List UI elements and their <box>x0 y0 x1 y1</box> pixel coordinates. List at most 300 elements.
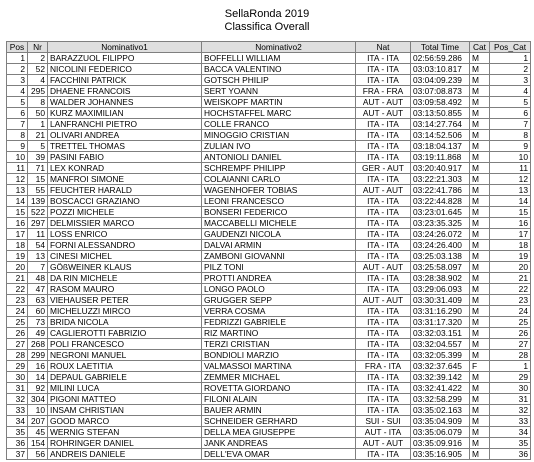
cell-nominativo2: ZEMMER MICHAEL <box>202 372 356 383</box>
table-row <box>7 163 531 174</box>
table-row <box>7 64 531 75</box>
cell-pos: 27 <box>7 339 28 350</box>
cell-nr: 4 <box>28 75 48 86</box>
cell-nat: FRA - FRA <box>356 86 411 97</box>
table-row <box>7 185 531 196</box>
cell-nominativo1: PASINI FABIO <box>48 152 202 163</box>
cell-pos: 25 <box>7 317 28 328</box>
cell-nominativo1: BOSCACCI GRAZIANO <box>48 196 202 207</box>
cell-pos: 4 <box>7 86 28 97</box>
cell-nat: ITA - ITA <box>356 306 411 317</box>
cell-pos: 31 <box>7 383 28 394</box>
table-row <box>7 372 531 383</box>
cell-cat: F <box>470 361 490 372</box>
cell-pos-cat: 29 <box>490 372 531 383</box>
column-header-nominativo1: Nominativo1 <box>48 42 202 53</box>
table-row <box>7 438 531 449</box>
cell-nominativo1: NICOLINI FEDERICO <box>48 64 202 75</box>
cell-cat: M <box>470 75 490 86</box>
cell-nr: 15 <box>28 174 48 185</box>
cell-cat: M <box>470 427 490 438</box>
cell-pos: 18 <box>7 240 28 251</box>
cell-total-time: 03:32:41.422 <box>411 383 470 394</box>
cell-pos-cat: 9 <box>490 141 531 152</box>
column-header-nominativo2: Nominativo2 <box>202 42 356 53</box>
cell-nominativo2: SERT YOANN <box>202 86 356 97</box>
cell-cat: M <box>470 119 490 130</box>
cell-pos-cat: 26 <box>490 328 531 339</box>
page-subtitle: Classifica Overall <box>224 21 310 33</box>
cell-cat: M <box>470 163 490 174</box>
cell-nr: 8 <box>28 97 48 108</box>
cell-pos-cat: 31 <box>490 394 531 405</box>
cell-cat: M <box>470 64 490 75</box>
column-header-nat: Nat <box>356 42 411 53</box>
cell-nr: 154 <box>28 438 48 449</box>
cell-nr: 207 <box>28 416 48 427</box>
cell-nominativo1: PIGONI MATTEO <box>48 394 202 405</box>
cell-nr: 14 <box>28 372 48 383</box>
cell-nat: ITA - ITA <box>356 130 411 141</box>
cell-nr: 56 <box>28 449 48 460</box>
cell-nominativo2: JANK ANDREAS <box>202 438 356 449</box>
column-header-nr: Nr <box>28 42 48 53</box>
cell-pos-cat: 13 <box>490 185 531 196</box>
cell-pos-cat: 16 <box>490 218 531 229</box>
cell-nr: 16 <box>28 361 48 372</box>
cell-nominativo2: SCHNEIDER GERHARD <box>202 416 356 427</box>
cell-nominativo2: WEISKOPF MARTIN <box>202 97 356 108</box>
cell-nat: ITA - ITA <box>356 328 411 339</box>
cell-pos: 35 <box>7 427 28 438</box>
cell-pos-cat: 4 <box>490 86 531 97</box>
cell-nominativo1: POZZI MICHELE <box>48 207 202 218</box>
cell-pos: 19 <box>7 251 28 262</box>
cell-nat: ITA - ITA <box>356 75 411 86</box>
cell-pos-cat: 2 <box>490 64 531 75</box>
cell-pos-cat: 21 <box>490 273 531 284</box>
cell-cat: M <box>470 284 490 295</box>
cell-cat: M <box>470 240 490 251</box>
cell-total-time: 02:56:59.286 <box>411 53 470 64</box>
cell-pos-cat: 10 <box>490 152 531 163</box>
cell-nominativo2: GAUDENZI NICOLA <box>202 229 356 240</box>
cell-cat: M <box>470 130 490 141</box>
table-row <box>7 383 531 394</box>
cell-total-time: 03:32:05.399 <box>411 350 470 361</box>
cell-nominativo2: DELLA MEA GIUSEPPE <box>202 427 356 438</box>
cell-nominativo2: PROTTI ANDREA <box>202 273 356 284</box>
cell-nr: 2 <box>28 53 48 64</box>
cell-nominativo2: WAGENHOFER TOBIAS <box>202 185 356 196</box>
cell-nr: 139 <box>28 196 48 207</box>
table-row <box>7 174 531 185</box>
cell-pos-cat: 20 <box>490 262 531 273</box>
cell-pos-cat: 17 <box>490 229 531 240</box>
cell-nat: ITA - ITA <box>356 64 411 75</box>
cell-total-time: 03:14:52.506 <box>411 130 470 141</box>
cell-pos: 7 <box>7 119 28 130</box>
table-row <box>7 251 531 262</box>
cell-nominativo1: GÖßWEINER KLAUS <box>48 262 202 273</box>
cell-pos-cat: 7 <box>490 119 531 130</box>
cell-cat: M <box>470 196 490 207</box>
cell-pos-cat: 1 <box>490 361 531 372</box>
cell-nominativo1: INSAM CHRISTIAN <box>48 405 202 416</box>
cell-pos-cat: 33 <box>490 416 531 427</box>
cell-total-time: 03:35:02.163 <box>411 405 470 416</box>
cell-nominativo1: ROHRINGER DANIEL <box>48 438 202 449</box>
cell-nominativo2: SCHREMPF PHILIPP <box>202 163 356 174</box>
cell-nominativo2: PILZ TONI <box>202 262 356 273</box>
cell-nat: GER - AUT <box>356 163 411 174</box>
cell-nominativo2: HOCHSTAFFEL MARC <box>202 108 356 119</box>
cell-total-time: 03:23:35.325 <box>411 218 470 229</box>
cell-cat: M <box>470 438 490 449</box>
cell-cat: M <box>470 174 490 185</box>
cell-total-time: 03:29:06.093 <box>411 284 470 295</box>
cell-nr: 10 <box>28 405 48 416</box>
cell-nominativo1: TRETTEL THOMAS <box>48 141 202 152</box>
cell-nominativo2: TERZI CRISTIAN <box>202 339 356 350</box>
cell-nominativo2: ROVETTA GIORDANO <box>202 383 356 394</box>
cell-nominativo1: WALDER JOHANNES <box>48 97 202 108</box>
cell-pos-cat: 11 <box>490 163 531 174</box>
cell-nominativo1: DEPAUL GABRIELE <box>48 372 202 383</box>
cell-nominativo2: COLLE FRANCO <box>202 119 356 130</box>
cell-cat: M <box>470 141 490 152</box>
cell-pos: 2 <box>7 64 28 75</box>
cell-nominativo1: ANDREIS DANIELE <box>48 449 202 460</box>
cell-nominativo2: ZULIAN IVO <box>202 141 356 152</box>
cell-pos-cat: 27 <box>490 339 531 350</box>
cell-nat: ITA - ITA <box>356 218 411 229</box>
cell-nr: 522 <box>28 207 48 218</box>
cell-total-time: 03:03:10.817 <box>411 64 470 75</box>
cell-nominativo1: MANFROI SIMONE <box>48 174 202 185</box>
cell-pos-cat: 6 <box>490 108 531 119</box>
cell-pos: 16 <box>7 218 28 229</box>
cell-nominativo1: DHAENE FRANCOIS <box>48 86 202 97</box>
table-row <box>7 295 531 306</box>
cell-nr: 63 <box>28 295 48 306</box>
cell-nominativo1: ROUX LAETITIA <box>48 361 202 372</box>
cell-pos: 10 <box>7 152 28 163</box>
cell-nr: 299 <box>28 350 48 361</box>
cell-pos: 23 <box>7 295 28 306</box>
cell-nominativo1: MILINI LUCA <box>48 383 202 394</box>
cell-nominativo1: NEGRONI MANUEL <box>48 350 202 361</box>
cell-nominativo1: OLIVARI ANDREA <box>48 130 202 141</box>
cell-cat: M <box>470 229 490 240</box>
cell-nr: 92 <box>28 383 48 394</box>
table-row <box>7 361 531 372</box>
table-row <box>7 284 531 295</box>
column-header-pos: Pos <box>7 42 28 53</box>
cell-nominativo1: FORNI ALESSANDRO <box>48 240 202 251</box>
cell-cat: M <box>470 394 490 405</box>
cell-pos-cat: 30 <box>490 383 531 394</box>
cell-cat: M <box>470 317 490 328</box>
cell-nominativo1: FACCHINI PATRICK <box>48 75 202 86</box>
cell-total-time: 03:22:21.303 <box>411 174 470 185</box>
page-header <box>0 8 534 34</box>
cell-cat: M <box>470 328 490 339</box>
table-row <box>7 306 531 317</box>
cell-nominativo1: CAGLIEROTTI FABRIZIO <box>48 328 202 339</box>
cell-nr: 11 <box>28 229 48 240</box>
cell-nat: ITA - ITA <box>356 240 411 251</box>
cell-nat: ITA - ITA <box>356 449 411 460</box>
cell-nominativo1: LEX KONRAD <box>48 163 202 174</box>
cell-total-time: 03:32:04.557 <box>411 339 470 350</box>
table-row <box>7 119 531 130</box>
cell-nominativo2: ANTONIOLI DANIEL <box>202 152 356 163</box>
cell-pos-cat: 12 <box>490 174 531 185</box>
cell-nat: ITA - ITA <box>356 196 411 207</box>
cell-nominativo1: FEUCHTER HARALD <box>48 185 202 196</box>
table-row <box>7 97 531 108</box>
cell-pos-cat: 32 <box>490 405 531 416</box>
table-row <box>7 416 531 427</box>
column-header-total-time: Total Time <box>411 42 470 53</box>
cell-cat: M <box>470 339 490 350</box>
table-body <box>7 53 531 460</box>
cell-nr: 7 <box>28 262 48 273</box>
cell-pos: 34 <box>7 416 28 427</box>
cell-nat: ITA - ITA <box>356 174 411 185</box>
cell-nominativo1: KURZ MAXIMILIAN <box>48 108 202 119</box>
cell-nr: 55 <box>28 185 48 196</box>
cell-nr: 39 <box>28 152 48 163</box>
cell-pos: 33 <box>7 405 28 416</box>
cell-nominativo2: RIZ MARTINO <box>202 328 356 339</box>
cell-pos: 28 <box>7 350 28 361</box>
table-row <box>7 328 531 339</box>
cell-pos-cat: 34 <box>490 427 531 438</box>
cell-nr: 47 <box>28 284 48 295</box>
cell-total-time: 03:32:58.299 <box>411 394 470 405</box>
cell-nr: 297 <box>28 218 48 229</box>
cell-total-time: 03:31:17.320 <box>411 317 470 328</box>
table-row <box>7 449 531 460</box>
cell-pos: 30 <box>7 372 28 383</box>
cell-nat: ITA - ITA <box>356 251 411 262</box>
table-row <box>7 207 531 218</box>
cell-pos: 13 <box>7 185 28 196</box>
cell-pos: 32 <box>7 394 28 405</box>
cell-nominativo2: BAUER ARMIN <box>202 405 356 416</box>
cell-nr: 71 <box>28 163 48 174</box>
cell-pos: 24 <box>7 306 28 317</box>
cell-nr: 60 <box>28 306 48 317</box>
table-row <box>7 86 531 97</box>
cell-nr: 50 <box>28 108 48 119</box>
cell-nat: SUI - SUI <box>356 416 411 427</box>
cell-nominativo2: ZAMBONI GIOVANNI <box>202 251 356 262</box>
cell-nat: ITA - ITA <box>356 229 411 240</box>
cell-cat: M <box>470 350 490 361</box>
cell-pos-cat: 35 <box>490 438 531 449</box>
cell-nominativo1: BRIDA NICOLA <box>48 317 202 328</box>
cell-nat: ITA - ITA <box>356 273 411 284</box>
cell-nat: AUT - ITA <box>356 427 411 438</box>
cell-nat: ITA - ITA <box>356 394 411 405</box>
cell-pos: 1 <box>7 53 28 64</box>
cell-cat: M <box>470 152 490 163</box>
table-row <box>7 240 531 251</box>
cell-cat: M <box>470 185 490 196</box>
cell-nominativo2: BACCA VALENTINO <box>202 64 356 75</box>
cell-pos: 20 <box>7 262 28 273</box>
cell-nat: ITA - ITA <box>356 405 411 416</box>
cell-nr: 304 <box>28 394 48 405</box>
cell-total-time: 03:31:16.290 <box>411 306 470 317</box>
cell-cat: M <box>470 295 490 306</box>
table-row <box>7 394 531 405</box>
cell-nr: 295 <box>28 86 48 97</box>
cell-cat: M <box>470 449 490 460</box>
cell-nat: AUT - AUT <box>356 262 411 273</box>
cell-pos: 36 <box>7 438 28 449</box>
cell-nominativo2: LEONI FRANCESCO <box>202 196 356 207</box>
cell-nominativo2: DALVAI ARMIN <box>202 240 356 251</box>
cell-pos: 12 <box>7 174 28 185</box>
cell-cat: M <box>470 251 490 262</box>
cell-pos-cat: 18 <box>490 240 531 251</box>
cell-nr: 5 <box>28 141 48 152</box>
cell-nat: ITA - ITA <box>356 53 411 64</box>
cell-pos-cat: 19 <box>490 251 531 262</box>
cell-nat: ITA - ITA <box>356 141 411 152</box>
table-row <box>7 141 531 152</box>
cell-total-time: 03:35:04.909 <box>411 416 470 427</box>
cell-pos-cat: 15 <box>490 207 531 218</box>
table-row <box>7 405 531 416</box>
cell-pos-cat: 8 <box>490 130 531 141</box>
cell-nominativo1: BARAZZUOL FILIPPO <box>48 53 202 64</box>
cell-nat: ITA - ITA <box>356 317 411 328</box>
cell-pos-cat: 23 <box>490 295 531 306</box>
cell-pos: 11 <box>7 163 28 174</box>
cell-pos: 15 <box>7 207 28 218</box>
table-row <box>7 427 531 438</box>
cell-total-time: 03:07:08.873 <box>411 86 470 97</box>
cell-cat: M <box>470 108 490 119</box>
cell-total-time: 03:22:41.786 <box>411 185 470 196</box>
cell-total-time: 03:24:26.400 <box>411 240 470 251</box>
cell-nominativo1: LOSS ENRICO <box>48 229 202 240</box>
cell-cat: M <box>470 218 490 229</box>
cell-nr: 21 <box>28 130 48 141</box>
cell-pos-cat: 22 <box>490 284 531 295</box>
cell-pos-cat: 14 <box>490 196 531 207</box>
cell-nominativo1: RASOM MAURO <box>48 284 202 295</box>
table-row <box>7 218 531 229</box>
cell-cat: M <box>470 306 490 317</box>
table-row <box>7 273 531 284</box>
cell-total-time: 03:13:50.855 <box>411 108 470 119</box>
cell-total-time: 03:25:03.138 <box>411 251 470 262</box>
cell-cat: M <box>470 405 490 416</box>
table-row <box>7 75 531 86</box>
cell-pos: 6 <box>7 108 28 119</box>
cell-total-time: 03:30:31.409 <box>411 295 470 306</box>
cell-nat: ITA - ITA <box>356 119 411 130</box>
table-row <box>7 229 531 240</box>
cell-nat: AUT - AUT <box>356 438 411 449</box>
cell-pos: 9 <box>7 141 28 152</box>
cell-nominativo2: COLAIANNI CARLO <box>202 174 356 185</box>
cell-nr: 1 <box>28 119 48 130</box>
cell-nominativo2: BONSERI FEDERICO <box>202 207 356 218</box>
cell-nominativo1: DELMISSIER MARCO <box>48 218 202 229</box>
cell-total-time: 03:35:16.905 <box>411 449 470 460</box>
cell-nominativo2: MINOGGIO CRISTIAN <box>202 130 356 141</box>
cell-total-time: 03:25:58.097 <box>411 262 470 273</box>
cell-nr: 268 <box>28 339 48 350</box>
cell-pos: 3 <box>7 75 28 86</box>
cell-nat: ITA - ITA <box>356 339 411 350</box>
cell-nr: 49 <box>28 328 48 339</box>
cell-pos-cat: 25 <box>490 317 531 328</box>
results-table <box>6 41 531 460</box>
cell-cat: M <box>470 53 490 64</box>
cell-pos: 14 <box>7 196 28 207</box>
cell-total-time: 03:18:04.137 <box>411 141 470 152</box>
cell-nr: 54 <box>28 240 48 251</box>
cell-nominativo1: VIEHAUSER PETER <box>48 295 202 306</box>
cell-pos: 29 <box>7 361 28 372</box>
cell-nat: AUT - AUT <box>356 108 411 119</box>
table-row <box>7 108 531 119</box>
cell-pos: 5 <box>7 97 28 108</box>
cell-pos-cat: 24 <box>490 306 531 317</box>
cell-cat: M <box>470 383 490 394</box>
cell-cat: M <box>470 416 490 427</box>
table-row <box>7 53 531 64</box>
cell-nr: 52 <box>28 64 48 75</box>
cell-nominativo1: WERNIG STEFAN <box>48 427 202 438</box>
cell-nr: 13 <box>28 251 48 262</box>
cell-cat: M <box>470 207 490 218</box>
column-header-pos-cat: Pos_Cat <box>490 42 531 53</box>
cell-pos: 26 <box>7 328 28 339</box>
cell-nat: ITA - ITA <box>356 350 411 361</box>
cell-nat: ITA - ITA <box>356 383 411 394</box>
cell-nominativo2: VALMASSOI MARTINA <box>202 361 356 372</box>
table-row <box>7 339 531 350</box>
cell-nat: ITA - ITA <box>356 207 411 218</box>
cell-nat: AUT - AUT <box>356 97 411 108</box>
table-row <box>7 196 531 207</box>
cell-nat: ITA - ITA <box>356 152 411 163</box>
cell-total-time: 03:28:38.902 <box>411 273 470 284</box>
cell-nominativo2: MACCABELLI MICHELE <box>202 218 356 229</box>
cell-pos-cat: 5 <box>490 97 531 108</box>
cell-pos: 22 <box>7 284 28 295</box>
cell-nominativo1: DA RIN MICHELE <box>48 273 202 284</box>
cell-total-time: 03:19:11.868 <box>411 152 470 163</box>
table-row <box>7 317 531 328</box>
cell-total-time: 03:23:01.645 <box>411 207 470 218</box>
cell-nominativo1: LANFRANCHI PIETRO <box>48 119 202 130</box>
cell-nat: ITA - ITA <box>356 284 411 295</box>
table-row <box>7 152 531 163</box>
column-header-cat: Cat <box>470 42 490 53</box>
cell-nominativo2: DELL'EVA OMAR <box>202 449 356 460</box>
cell-pos: 37 <box>7 449 28 460</box>
